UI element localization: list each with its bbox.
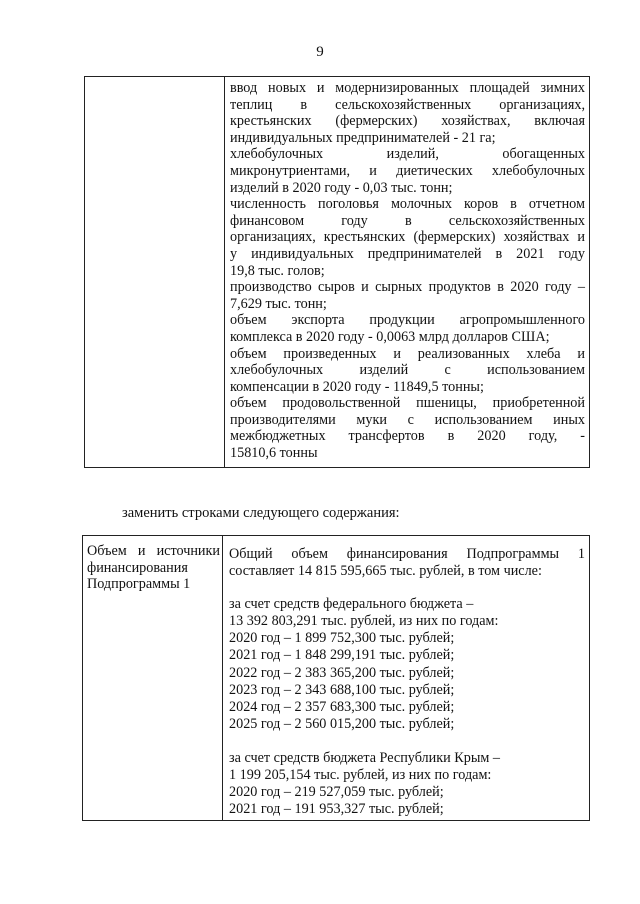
page-number: 9 [316,44,324,60]
top-line: индивидуальных предпринимателей - 21 га; [230,129,496,146]
top-line: численность поголовья молочных коров в отчетном [230,196,585,213]
top-line: теплиц в сельскохозяйственных организациях, [230,96,585,113]
crimea-year-line: 2021 год – 191 953,327 тыс. рублей; [229,801,444,818]
table-row [83,536,590,821]
total-funding-line: составляет 14 815 595,665 тыс. рублей, в том числе: [229,562,542,579]
top-line: производство сыров и сырных продуктов в 2020 году – [230,279,585,296]
spacer [229,579,585,596]
top-line: 7,629 тыс. тонн; [230,295,327,312]
top-line: у индивидуальных предпринимателей в 2021 году [230,245,585,262]
top-line: объем произведенных и реализованных хлеба и [230,345,585,362]
crimea-header-line: за счет средств бюджета Республики Крым – [229,749,500,766]
bottom-table [82,535,590,821]
funding-label-line: Объем и источники [87,543,220,559]
top-table-left-cell [85,77,225,468]
top-line: 15810,6 тонны [230,445,318,462]
crimea-header-line: 1 199 205,154 тыс. рублей, из них по годам: [229,767,492,784]
top-line: хлебобулочных изделий, обогащенных [230,146,585,163]
federal-year-line: 2020 год – 1 899 752,300 тыс. рублей; [229,630,455,647]
top-table-right-cell [225,77,590,468]
top-line: микронутриентами, и диетических хлебобулочных [230,162,585,179]
top-line: изделий в 2020 году - 0,03 тыс. тонн; [230,179,453,196]
spacer [229,733,585,750]
funding-label-line: финансирования [87,559,188,576]
bottom-table-right-cell [223,536,590,821]
top-line: финансовом году в сельскохозяйственных [230,212,585,229]
top-line: хлебобулочных изделий с использованием [230,362,585,379]
table-row [85,77,590,468]
funding-label-line: Подпрограммы 1 [87,576,191,593]
top-line: объем продовольственной пшеницы, приобретенной [230,395,585,412]
top-line: 19,8 тыс. голов; [230,262,325,279]
federal-year-line: 2021 год – 1 848 299,191 тыс. рублей; [229,647,455,664]
top-line: производителями муки с использованием иных [230,411,585,428]
federal-year-line: 2023 год – 2 343 688,100 тыс. рублей; [229,681,455,698]
federal-header-line: 13 392 803,291 тыс. рублей, из них по годам: [229,613,499,630]
top-line: комплекса в 2020 году - 0,0063 млрд долларов США; [230,328,550,345]
total-funding-line: Общий объем финансирования Подпрограммы 1 [229,546,585,562]
top-table [84,76,590,468]
top-line: крестьянских (фермерских) хозяйствах, включая [230,113,585,130]
top-line: ввод новых и модернизированных площадей зимних [230,80,585,96]
top-line: межбюджетных трансфертов в 2020 году, - [230,428,585,445]
federal-year-line: 2025 год – 2 560 015,200 тыс. рублей; [229,715,455,732]
federal-header-line: за счет средств федерального бюджета – [229,596,474,613]
crimea-year-line: 2020 год – 219 527,059 тыс. рублей; [229,784,444,801]
replacement-intro-text: заменить строками следующего содержания: [122,505,400,521]
top-line: организациях, крестьянских (фермерских) хозяйствах и [230,229,585,246]
top-line: компенсации в 2020 году - 11849,5 тонны; [230,378,484,395]
top-line: объем экспорта продукции агропромышленного [230,312,585,329]
bottom-table-left-cell [83,536,223,821]
federal-year-line: 2024 год – 2 357 683,300 тыс. рублей; [229,698,455,715]
federal-year-line: 2022 год – 2 383 365,200 тыс. рублей; [229,664,455,681]
